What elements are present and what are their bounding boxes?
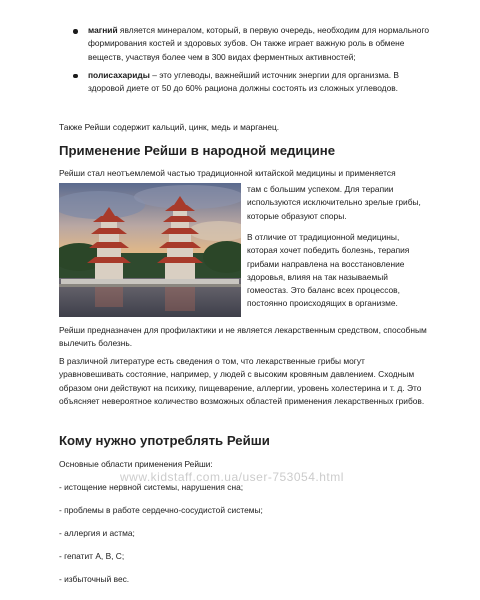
homeostasis-paragraph: В отличие от традиционной медицины, которая хочет победить болезнь, терапия грибами направлена на восстановление здоровья, влияя на так называемый гомеостаз. Это баланс всех процессов, постоянно происходящих в организме. — [247, 232, 410, 309]
bullet-term: магний — [88, 25, 118, 35]
bullet-dot-icon — [73, 29, 78, 34]
list-item: - гепатит А, В, С; — [59, 551, 125, 561]
bullet-polysaccharides — [59, 69, 429, 96]
terapy-paragraph: там с большим успехом. Для терапии используются исключительно зрелые грибы, которые образуют споры. — [247, 184, 421, 221]
pagoda-illustration — [59, 183, 241, 317]
list-item: - аллергия и астма; — [59, 528, 135, 538]
watermark: www.kidstaff.com.ua/user-753054.html — [120, 470, 344, 484]
bullet-term: полисахариды — [88, 69, 150, 80]
bullet-magnesium — [59, 24, 429, 64]
minerals-paragraph: Также Рейши содержит кальций, цинк, медь и марганец. — [59, 122, 280, 132]
folk-medicine-intro: Рейши стал неотъемлемой частью традиционной китайской медицины и применяется — [59, 168, 396, 178]
nutrient-bullet-list — [59, 24, 429, 100]
list-item: - избыточный вес. — [59, 574, 130, 584]
bullet-text: – это углеводы, важнейший источник энергии для организма. В здоровой диете от 50 до 60% рациона должны состоять из сложных углеводов. — [88, 69, 399, 94]
literature-paragraph: В различной литературе есть сведения о том, что лекарственные грибы могут уравновешивать состояние, например, у людей с высоким кровяным давлением. Сходным образом они действуют на психику, пищеварение, аллергии, уровень холестерина и т. д. Это объясняет невероятное количество возможных областей применения лекарственных грибов. — [59, 356, 425, 406]
list-item: - проблемы в работе сердечно-сосудистой системы; — [59, 505, 263, 515]
section-heading-folk-medicine: Применение Рейши в народной медицине — [59, 143, 336, 158]
prevention-paragraph: Рейши предназначен для профилактики и не является лекарственным средством, способным вылечить болезнь. — [59, 325, 427, 349]
pagoda-photo — [59, 183, 241, 317]
bullet-text: является минералом, который, в первую очередь, необходим для нормального формирования костей и здоровых зубов. Он также играет важную роль в обмене веществ, участвуя более чем в 300 видах ферментных активностей; — [88, 25, 429, 62]
section-heading-who-needs: Кому нужно употреблять Рейши — [59, 433, 270, 448]
bullet-dot-icon — [73, 74, 78, 79]
list-item: - истощение нервной системы, нарушения сна; — [59, 482, 244, 492]
applications-intro: Основные области применения Рейши: — [59, 459, 213, 469]
